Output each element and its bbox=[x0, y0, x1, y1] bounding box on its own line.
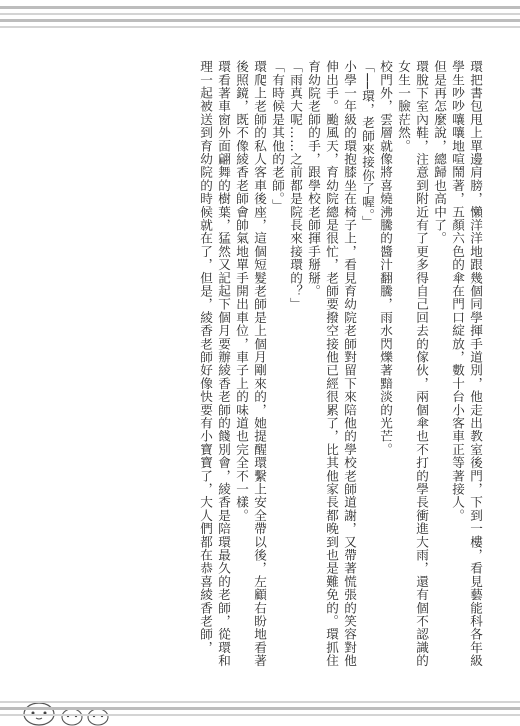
bottom-stripe-line bbox=[0, 701, 520, 703]
bottom-stripe-line bbox=[0, 707, 520, 710]
vertical-text-body bbox=[34, 60, 484, 672]
paragraph: 校門外，雲層就像將喜燒沸騰的醬汁翻騰，雨水閃爍著黯淡的光芒。 bbox=[378, 60, 393, 456]
bottom-stripe-line bbox=[0, 714, 520, 716]
top-stripe-line bbox=[0, 26, 520, 28]
bottom-stripe-border bbox=[0, 697, 520, 723]
paragraph: 但是再怎麼說，總歸也高中了。 bbox=[432, 60, 447, 245]
top-stripe-border bbox=[0, 0, 520, 34]
paragraph: 「雨真大呢……之前都是院長來接環的？」 bbox=[288, 60, 303, 311]
top-stripe-line bbox=[0, 13, 520, 15]
top-stripe-line bbox=[0, 19, 520, 22]
paragraph: 環爬上老師的私人客車後座，這個短髮老師是上個月剛來的，她提醒環繫上安全帶以後，左顧右盼地看著後照鏡，既不像綾香老師會帥氣地單手開出車位，車子上的味道也完全不一樣。 bbox=[234, 60, 267, 668]
paragraph: 「──環，老師來接你了喔。」 bbox=[360, 60, 375, 229]
paragraph: 環把書包甩上單邊肩膀，懶洋洋地跟幾個同學揮手道別，他走出教室後門，下到一樓，看見藝能科各年級學生吵吵嚷嚷地喧鬧著，五顏六色的傘在門口綻放，數十台小客車正等著接人。 bbox=[450, 60, 483, 668]
paragraph: 「有時候是其他的老師。」 bbox=[270, 60, 285, 213]
paragraph: 環脫下室內鞋，注意到附近有了更多得自己回去的傢伙，兩個傘也不打的學長衝進大雨，還有個不認識的女生一臉茫然。 bbox=[396, 60, 429, 668]
paragraph: 環看著車窗外面翩舞的樹葉，猛然又記起下個月要辦綾香老師的餞別會，綾香是陪環最久的老師，從環和理一起被送到育幼院的時候就在了，但是，綾香老師好像快要有小寶寶了，大人們都在恭喜綾香老師， bbox=[198, 60, 231, 668]
paragraph: 小學一年級的環抱膝坐在椅子上，看見育幼院老師對留下來陪他的學校老師道謝，又帶著慌張的笑容對他伸出手。颱風天，育幼院總是很忙，老師要撥空接他已經很累了，比其他家長都晚到也是難免的。環抓住育幼院老師的手，跟學校老師揮手掰掰。 bbox=[306, 60, 357, 668]
top-stripe-line bbox=[0, 6, 520, 9]
